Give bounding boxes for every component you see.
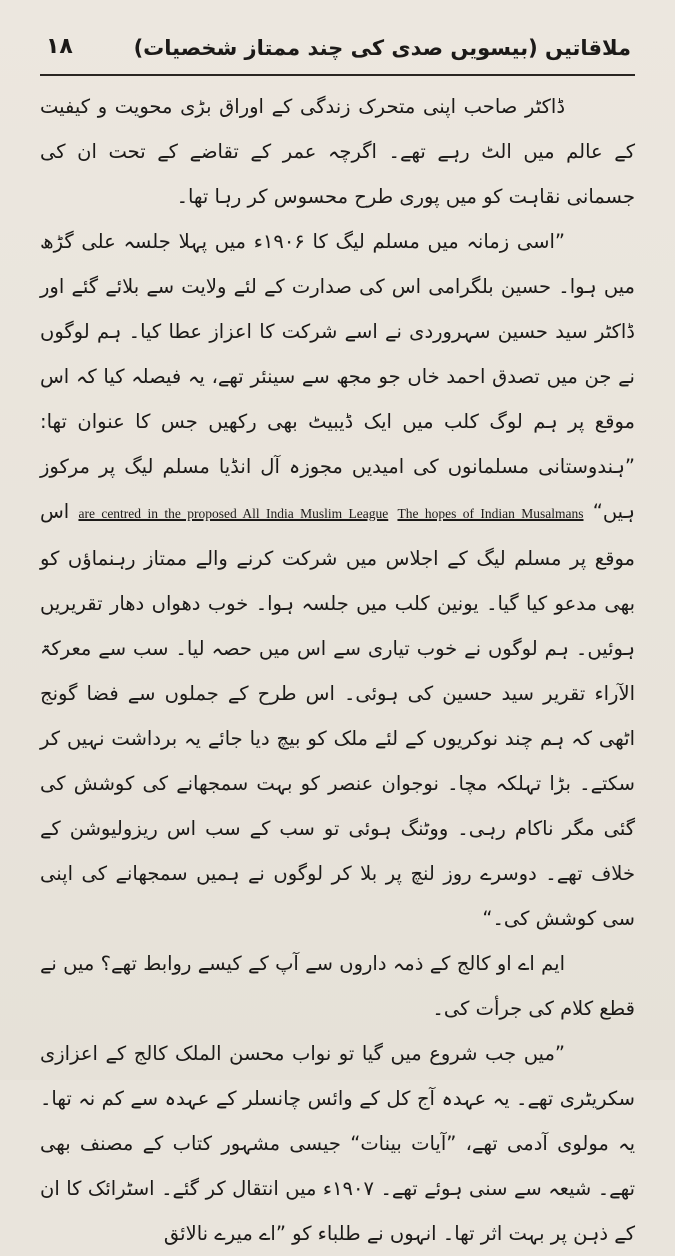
paragraph-2-text-b: اس موقع پر مسلم لیگ کے اجلاس میں شرکت کرنے والے ممتاز رہنماؤں کو بھی مدعو کیا گیا۔ یونین کلب میں جلسہ ہوا۔ خوب دھواں دھار تقریریں ہوئیں۔ ہم لوگوں نے خوب تیاری سے اس میں حصہ لیا۔ سب سے معرکۃ الآراء تقریر سید حسین کی ہوئی۔ اس طرح کے جملوں سے فضا گونج اٹھی کہ ہم چند نوکریوں کے لئے ملک کو بیچ دیا جائے یہ برداشت نہیں کر سکتے۔ بڑا تہلکہ مچا۔ نوجوان عنصر کو بہت سمجھانے کی کوشش کی گئی مگر ناکام رہی۔ ووٹنگ ہوئی تو سب کے سب اس ریزولیوشن کے خلاف تھے۔ دوسرے روز لنچ پر بلا کر لوگوں نے ہمیں سمجھانے کی اپنی سی کوشش کی۔“ (40, 500, 635, 930)
paragraph-1: ڈاکٹر صاحب اپنی متحرک زندگی کے اوراق بڑی محویت و کیفیت کے عالم میں الٹ رہے تھے۔ اگرچہ عمر کے تقاضے کے تحت ان کی جسمانی نقاہت کو میں پوری طرح محسوس کر رہا تھا۔ (40, 95, 635, 208)
running-title: ملاقاتیں (بیسویں صدی کی چند ممتاز شخصیات) (133, 36, 631, 60)
page-header (40, 30, 635, 76)
paragraph-2-text-a: ”اسی زمانہ میں مسلم لیگ کا ۱۹۰۶ء میں پہلا جلسہ علی گڑھ میں ہوا۔ حسین بلگرامی اس کی صدارت کے لئے ولایت سے بلائے گئے اور ڈاکٹر سید حسین سہروردی نے اسے شرکت کا اعزاز عطا کیا۔ ہم لوگوں نے جن میں تصدق احمد خاں جو مجھ سے سینئر تھے، یہ فیصلہ کیا کہ اس موقع پر ہم لوگ کلب میں ایک ڈیبیٹ بھی رکھیں جس کا عنوان تھا: ”ہندوستانی مسلمانوں کی امیدیں مجوزہ آل انڈیا مسلم لیگ پر مرکوز ہیں“ (40, 230, 635, 523)
paragraph-3: ایم اے او کالج کے ذمہ داروں سے آپ کے کیسے روابط تھے؟ میں نے قطع کلام کی جرأت کی۔ (40, 952, 635, 1020)
paragraph-2 (40, 219, 635, 941)
paragraph-4: ”میں جب شروع میں گیا تو نواب محسن الملک کالج کے اعزازی سکریٹری تھے۔ یہ عہدہ آج کل کے وائس چانسلر کے عہدہ سے کم نہ تھا۔ یہ مولوی آدمی تھے، ”آیات بینات“ جیسی مشہور کتاب کے مصنف بھی تھے۔ شیعہ سے سنی ہوئے تھے۔ ۱۹۰۷ء میں انتقال کر گئے۔ اسٹرائک کا ان کے ذہن پر بہت اثر تھا۔ انہوں نے طلباء کو ”اے میرے نالائق (40, 1042, 635, 1245)
english-quote-line-1: The hopes of Indian Musalmans (397, 506, 584, 521)
english-quote-line-2: are centred in the proposed All India Muslim League (78, 506, 389, 521)
page-body (40, 84, 635, 1256)
page-number: ۱۸ (46, 34, 73, 59)
